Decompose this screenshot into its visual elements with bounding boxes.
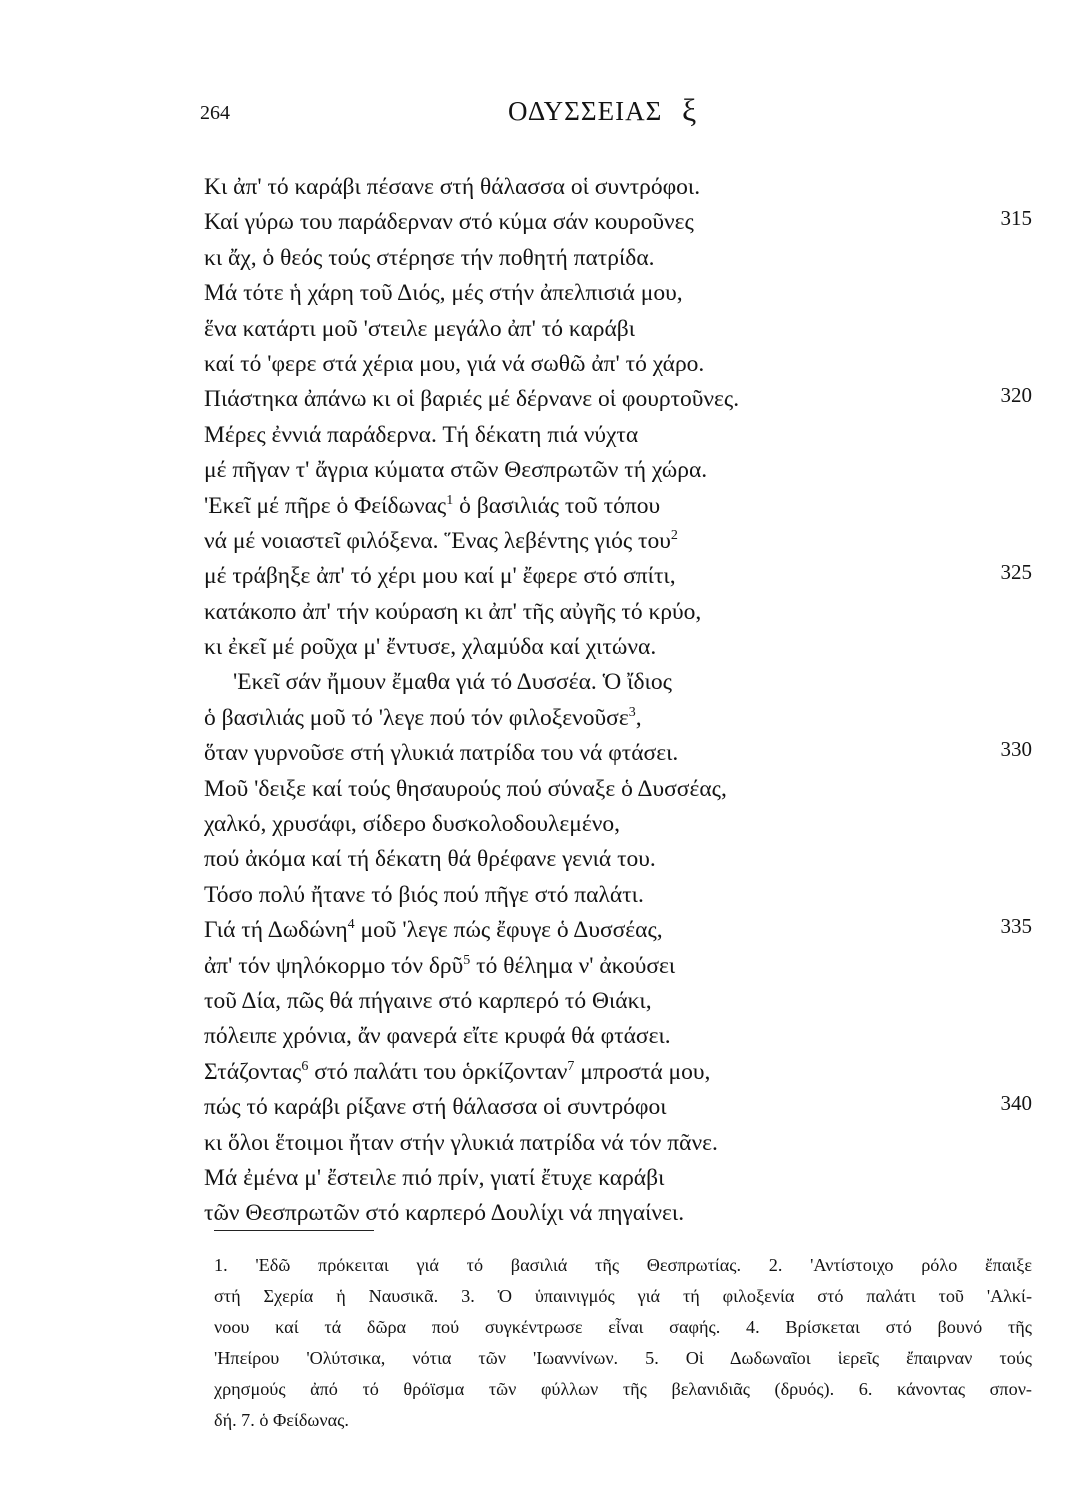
verse-text	[233, 665, 672, 700]
verse-text	[204, 949, 675, 984]
verse-line	[0, 1196, 1072, 1231]
verse-line	[0, 453, 1072, 488]
verse-text	[204, 489, 660, 524]
verse-segment: Κι ἀπ' τό καράβι πέσανε στή θάλασσα οἱ συντρόφοι.	[204, 174, 701, 200]
verse-line	[0, 595, 1072, 630]
verse-segment: Μοῦ 'δειξε καί τούς θησαυρούς πού σύναξε ὁ Δυσσέας,	[204, 775, 727, 802]
verse-text	[204, 418, 638, 453]
verse-line	[0, 949, 1072, 984]
verse-segment: ἕνα κατάρτι μοῦ 'στειλε μεγάλο ἀπ' τό καράβι	[204, 315, 636, 342]
footnote-divider	[214, 1230, 374, 1231]
verse-line	[0, 630, 1072, 665]
verse-segment: Στάζοντας	[204, 1058, 302, 1085]
verse-line	[0, 665, 1072, 700]
verse-text	[204, 736, 678, 771]
verse-text	[204, 630, 656, 665]
book-letter: ξ	[682, 92, 697, 128]
verse-text	[204, 241, 655, 276]
running-title: ΟΔΥΣΣΕΙΑΣ	[508, 96, 663, 126]
verse-segment: Καί γύρω του παράδερναν στό κύμα σάν κουροῦνες	[204, 209, 694, 236]
verse-line	[0, 241, 1072, 276]
verse-segment: χαλκό, χρυσάφι, σίδερο δυσκολοδουλεμένο,	[204, 811, 620, 838]
verse-line	[0, 1161, 1072, 1196]
line-number: 330	[1000, 737, 1032, 762]
footnote-marker: 4	[347, 917, 355, 933]
verse-text	[204, 1055, 710, 1090]
verse-text	[204, 524, 678, 559]
verse-line	[0, 312, 1072, 347]
footnote-line: νοου καί τά δῶρα πού συγκέντρωσε εἶναι σαφής. 4. Βρίσκεται στό βουνό τῆς	[214, 1317, 1032, 1337]
verse-segment: ἀπ' τόν ψηλόκορμο τόν δρῦ	[204, 952, 464, 979]
verse-line	[0, 842, 1072, 877]
verse-segment: νά μέ νοιαστεῖ φιλόξενα. Ἕνας λεβέντης γιός του	[204, 527, 671, 554]
verse-text	[204, 913, 663, 948]
line-number: 325	[1000, 560, 1032, 585]
verse-text	[204, 312, 635, 347]
verse-line	[0, 736, 1072, 771]
verse-text	[204, 701, 642, 736]
verse-segment: καί τό 'φερε στά χέρια μου, γιά νά σωθῶ ἀπ' τό χάρο.	[204, 350, 705, 377]
verse-segment: στό παλάτι του ὁρκίζονταν	[308, 1058, 568, 1085]
line-number: 335	[1000, 914, 1032, 939]
verse-segment: μέ τράβηξε ἀπ' τό χέρι μου καί μ' ἔφερε στό σπίτι,	[204, 563, 676, 590]
page-number: 264	[200, 102, 230, 124]
verse-segment: Γιά τή Δωδώνη	[204, 917, 348, 944]
footnote-marker: 6	[301, 1058, 309, 1074]
footnote-marker: 2	[670, 528, 678, 544]
verse-text	[204, 1090, 667, 1125]
verse-segment: τό θέλημα ν' ἀκούσει	[470, 952, 676, 979]
footnote-marker: 1	[446, 492, 454, 508]
verse-text	[204, 1126, 718, 1161]
footnote-marker: 7	[567, 1058, 575, 1074]
verse-segment: Μά ἐμένα μ' ἔστειλε πιό πρίν, γιατί ἔτυχε καράβι	[204, 1164, 665, 1191]
verse-line	[0, 1019, 1072, 1054]
running-header	[0, 92, 1072, 136]
verse-line	[0, 701, 1072, 736]
verse-text	[204, 842, 656, 877]
verse-segment: κι ἐκεῖ μέ ροῦχα μ' ἔντυσε, χλαμύδα καί χιτώνα.	[204, 634, 657, 661]
verse-segment: πόλειπε χρόνια, ἄν φανερά εἴτε κρυφά θά φτάσει.	[204, 1023, 671, 1050]
line-number: 315	[1000, 206, 1032, 231]
line-number: 320	[1000, 383, 1032, 408]
verse-line	[0, 559, 1072, 594]
footnote-line: χρησμούς ἀπό τό θρόϊσμα τῶν φύλλων τῆς βελανιδιᾶς (δρυός). 6. κάνοντας σπον-	[214, 1379, 1032, 1399]
line-number: 340	[1000, 1091, 1032, 1116]
verse-text	[204, 170, 700, 205]
verse-line	[0, 489, 1072, 524]
verse-text	[204, 1019, 671, 1054]
verse-segment: Τόσο πολύ ἤτανε τό βιός πού πῆγε στό παλάτι.	[204, 881, 644, 908]
verse-text	[204, 807, 620, 842]
verse-line	[0, 878, 1072, 913]
verse-line	[0, 170, 1072, 205]
verse-segment: μπροστά μου,	[574, 1058, 711, 1085]
verse-line	[0, 382, 1072, 417]
verse-segment: ὁ βασιλιάς μοῦ τό 'λεγε πού τόν φιλοξενοῦσε	[204, 704, 629, 731]
verse-segment: μέ πῆγαν τ' ἄγρια κύματα στῶν Θεσπρωτῶν τή χώρα.	[204, 457, 708, 484]
verse-block	[0, 170, 1072, 1232]
verse-segment: ,	[635, 704, 642, 731]
verse-segment: Μέρες ἐννιά παράδερνα. Τή δέκατη πιά νύχτα	[204, 421, 639, 448]
verse-text	[204, 205, 694, 240]
footnote-line: 'Ηπείρου 'Ολύτσικα, νότια τῶν 'Ιωαννίνων. 5. Οἱ Δωδωναῖοι ἱερεῖς ἔπαιρναν τούς	[214, 1348, 1032, 1368]
verse-segment: κι ἄχ, ὁ θεός τούς στέρησε τήν ποθητή πατρίδα.	[204, 244, 655, 271]
verse-segment: 'Εκεῖ μέ πῆρε ὁ Φείδωνας	[204, 492, 447, 519]
verse-line	[0, 913, 1072, 948]
footnote-line: 1. 'Εδῶ πρόκειται γιά τό βασιλιά τῆς Θεσπρωτίας. 2. 'Αντίστοιχο ρόλο ἔπαιξε	[214, 1255, 1032, 1275]
verse-text	[204, 453, 707, 488]
verse-line	[0, 984, 1072, 1019]
verse-text	[204, 772, 727, 807]
verse-segment: ὅταν γυρνοῦσε στή γλυκιά πατρίδα του νά φτάσει.	[204, 740, 679, 767]
verse-segment: κατάκοπο ἀπ' τήν κούραση κι ἀπ' τῆς αὐγῆς τό κρύο,	[204, 598, 702, 625]
verse-line	[0, 1126, 1072, 1161]
verse-text	[204, 276, 683, 311]
verse-segment: πού ἀκόμα καί τή δέκατη θά θρέφανε γενιά του.	[204, 846, 656, 873]
footnote-line: δή. 7. ὁ Φείδωνας.	[214, 1410, 349, 1430]
verse-segment: 'Εκεῖ σάν ἤμουν ἔμαθα γιά τό Δυσσέα. Ὁ ἴδιος	[233, 669, 672, 696]
verse-text	[204, 984, 652, 1019]
footnotes	[214, 1250, 1032, 1436]
verse-line	[0, 418, 1072, 453]
verse-text	[204, 1161, 664, 1196]
verse-segment: τοῦ Δία, πῶς θά πήγαινε στό καρπερό τό Θιάκι,	[204, 987, 652, 1014]
verse-line	[0, 807, 1072, 842]
verse-text	[204, 1196, 684, 1231]
verse-line	[0, 347, 1072, 382]
verse-segment: Μά τότε ἡ χάρη τοῦ Διός, μές στήν ἀπελπισιά μου,	[204, 280, 683, 307]
verse-line	[0, 1055, 1072, 1090]
verse-text	[204, 347, 704, 382]
verse-line	[0, 276, 1072, 311]
footnote-marker: 3	[628, 705, 636, 721]
verse-line	[0, 1090, 1072, 1125]
verse-line	[0, 524, 1072, 559]
verse-text	[204, 595, 701, 630]
footnote-marker: 5	[463, 952, 471, 968]
footnote-line: στή Σχερία ἡ Ναυσικᾶ. 3. Ὁ ὑπαινιγμός γιά τή φιλοξενία στό παλάτι τοῦ 'Αλκί-	[214, 1286, 1032, 1306]
verse-line	[0, 205, 1072, 240]
verse-segment: κι ὅλοι ἕτοιμοι ἤταν στήν γλυκιά πατρίδα νά τόν πᾶνε.	[204, 1129, 718, 1156]
verse-segment: ὁ βασιλιάς τοῦ τόπου	[453, 492, 661, 519]
verse-segment: Πιάστηκα ἀπάνω κι οἱ βαριές μέ δέρνανε οἱ φουρτοῦνες.	[204, 386, 740, 413]
verse-text	[204, 878, 644, 913]
verse-segment: πώς τό καράβι ρίξανε στή θάλασσα οἱ συντρόφοι	[204, 1094, 667, 1121]
verse-segment: μοῦ 'λεγε πώς ἔφυγε ὁ Δυσσέας,	[354, 917, 663, 944]
verse-text	[204, 559, 676, 594]
verse-line	[0, 772, 1072, 807]
verse-text	[204, 382, 739, 417]
verse-segment: τῶν Θεσπρωτῶν στό καρπερό Δουλίχι νά πηγαίνει.	[204, 1200, 685, 1227]
